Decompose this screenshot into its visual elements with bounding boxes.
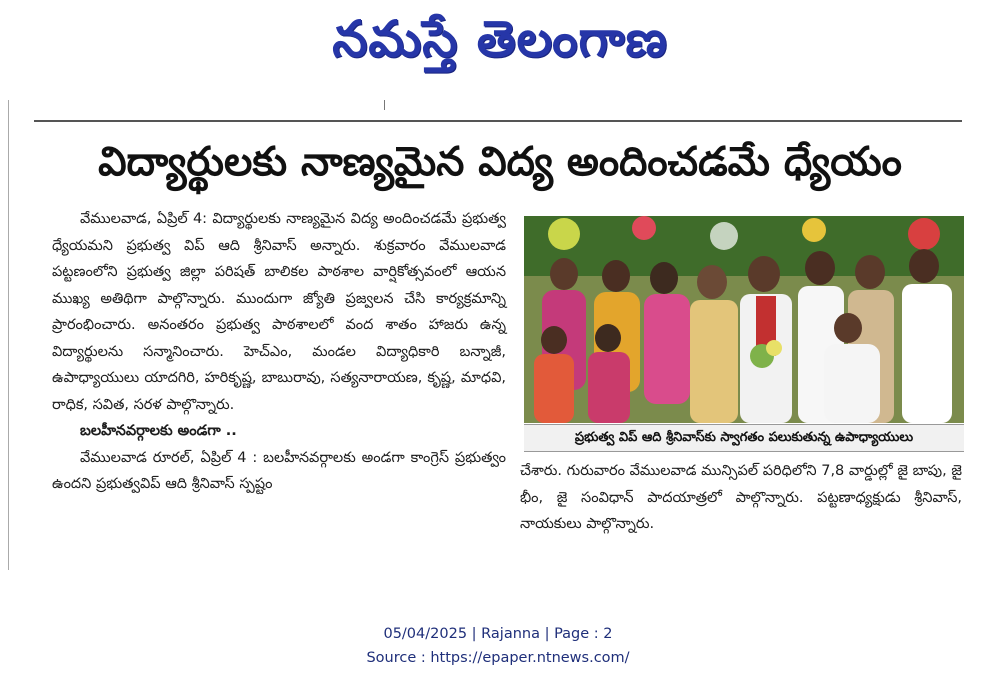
page-footer [0,622,996,670]
photo-caption: ప్రభుత్వ విప్ ఆది శ్రీనివాస్‌కు స్వాగతం పలుకుతున్న ఉపాధ్యాయులు [524,424,964,452]
article-body-paragraph: వేములవాడ, ఏప్రిల్ 4: విద్యార్థులకు నాణ్యమైన విద్య అందించడమే ప్రభుత్వ ధ్యేయమని ప్రభుత్వ విప్ ఆది శ్రీనివాస్ అన్నారు. శుక్రవారం వేములవాడ పట్టణంలోని ప్రభుత్వ జిల్లా పరిషత్ బాలికల పాఠశాల వార్షికోత్సవంలో ఆయన ముఖ్య అతిథిగా పాల్గొన్నారు. ముందుగా జ్యోతి ప్రజ్వలన చేసి కార్యక్రమాన్ని ప్రారంభించారు. అనంతరం ప్రభుత్వ పాఠశాలలో వంద శాతం హాజరు ఉన్న విద్యార్థులను సన్మానించారు. హెచ్ఎం, మండల విద్యాధికారి బన్నాజీ, ఉపాధ్యాయులు యాదగిరి, హరికృష్ణ, బాబురావు, సత్యనారాయణ, కృష్ణ, మాధవి, రాధిక, సవిత, సరళ పాల్గొన్నారు. [52,211,506,413]
column-tick [384,100,385,110]
edition-date-line: 05/04/2025 | Rajanna | Page : 2 [383,626,613,642]
article-subheading: బలహీనవర్గాలకు అండగా .. [80,423,237,439]
left-divider [8,100,9,570]
newspaper-masthead: నమస్తే తెలంగాణ [332,10,668,68]
article-second-paragraph-left: వేములవాడ రూరల్, ఏప్రిల్ 4 : బలహీనవర్గాలకు అండగా కాంగ్రెస్ ప్రభుత్వం ఉందని ప్రభుత్వవిప్ ఆది శ్రీనివాస్ స్పష్టం [52,449,506,492]
article-left-column [52,206,506,498]
article-second-paragraph-right: చేశారు. గురువారం వేములవాడ మున్సిపల్ పరిధిలోని 7,8 వార్డుల్లో జై బాపు, జై భీం, జై సంవిధాన్ పాదయాత్రలో పాల్గొన్నారు. పట్టణాధ్యక్షుడు శ్రీనివాస్, నాయకులు పాల్గొన్నారు. [520,463,962,532]
event-photo [524,216,964,423]
article-headline: విద్యార్థులకు నాణ్యమైన విద్య అందించడమే ధ్యేయం [98,139,902,185]
article-right-column [520,458,962,538]
source-line: Source : https://epaper.ntnews.com/ [366,650,630,666]
headline-rule [34,120,962,122]
